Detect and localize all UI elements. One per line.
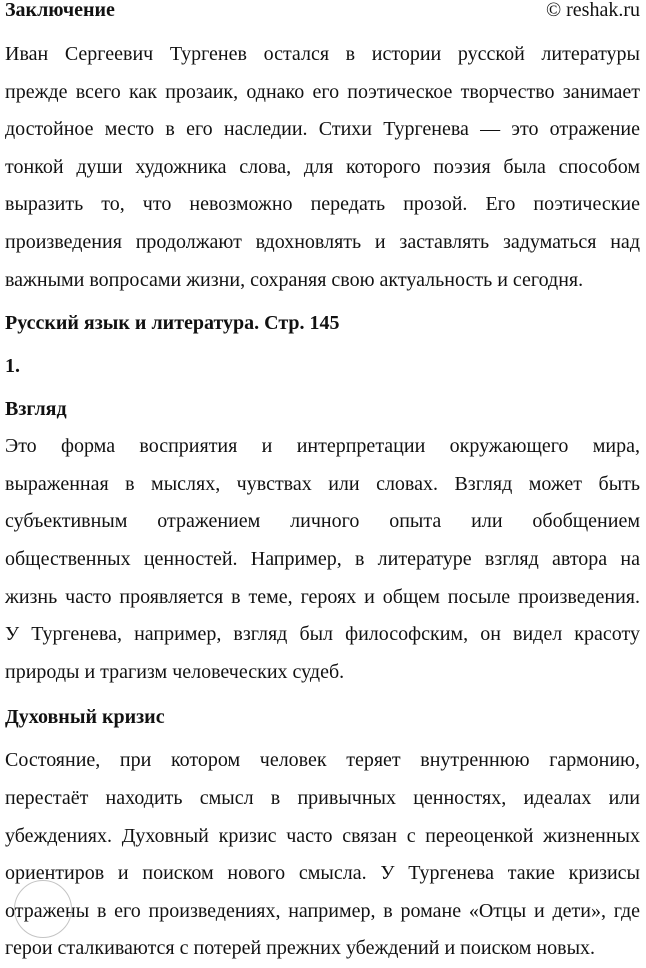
text-line: Состояние, при котором человек теряет внутреннюю гармонию, (5, 749, 640, 772)
page-header (5, 0, 640, 26)
text-line: субъективным отражением личного опыта или обобщением (5, 510, 640, 533)
text-line: убеждениях. Духовный кризис часто связан с переоценкой жизненных (5, 824, 640, 847)
text-line: тонкой души художника слова, для которого поэзия была способом (5, 155, 640, 178)
term-definition-vzglyad (5, 428, 640, 691)
text-line: природы и трагизм человеческих судеб. (5, 660, 345, 683)
text-line: жизнь часто проявляется в теме, героях и общем посыле произведения. (5, 585, 640, 608)
term-title-vzglyad: Взгляд (5, 398, 67, 421)
text-line: герои сталкиваются с потерей прежних убеждений и поиском новых. (5, 937, 595, 960)
conclusion-paragraph (5, 36, 640, 299)
watermark-copyright-icon (14, 880, 72, 938)
term-title-crisis: Духовный кризис (5, 706, 165, 729)
item-number: 1. (5, 355, 20, 378)
text-line: прежде всего как прозаик, однако его поэтическое творчество занимает (5, 80, 640, 103)
text-line: выраженная в мыслях, чувствах или словах. Взгляд может быть (5, 472, 640, 495)
text-line: ориентиров и поиском нового смысла. У Тургенева такие кризисы (5, 862, 640, 885)
section-title: Русский язык и литература. Стр. 145 (5, 312, 340, 335)
text-line: выразить то, что невозможно передать прозой. Его поэтические (5, 193, 640, 216)
text-line: достойное место в его наследии. Стихи Тургенева — это отражение (5, 118, 640, 141)
header-title: Заключение (5, 0, 115, 21)
text-line: отражены в его произведениях, например, в романе «Отцы и дети», где (5, 899, 640, 922)
text-line: произведения продолжают вдохновлять и заставлять задуматься над (5, 230, 640, 253)
document-page (5, 0, 640, 968)
copyright: © reshak.ru (545, 0, 640, 21)
text-line: Иван Сергеевич Тургенев остался в истории русской литературы (5, 43, 640, 65)
text-line: перестаёт находить смысл в привычных ценностях, идеалах или (5, 786, 640, 809)
text-line: важными вопросами жизни, сохраняя свою актуальность и сегодня. (5, 268, 584, 291)
term-definition-crisis (5, 742, 640, 968)
text-line: Это форма восприятия и интерпретации окружающего мира, (5, 435, 640, 458)
text-line: общественных ценностей. Например, в литературе взгляд автора на (5, 547, 640, 570)
text-line: У Тургенева, например, взгляд был философским, он видел красоту (5, 623, 640, 646)
